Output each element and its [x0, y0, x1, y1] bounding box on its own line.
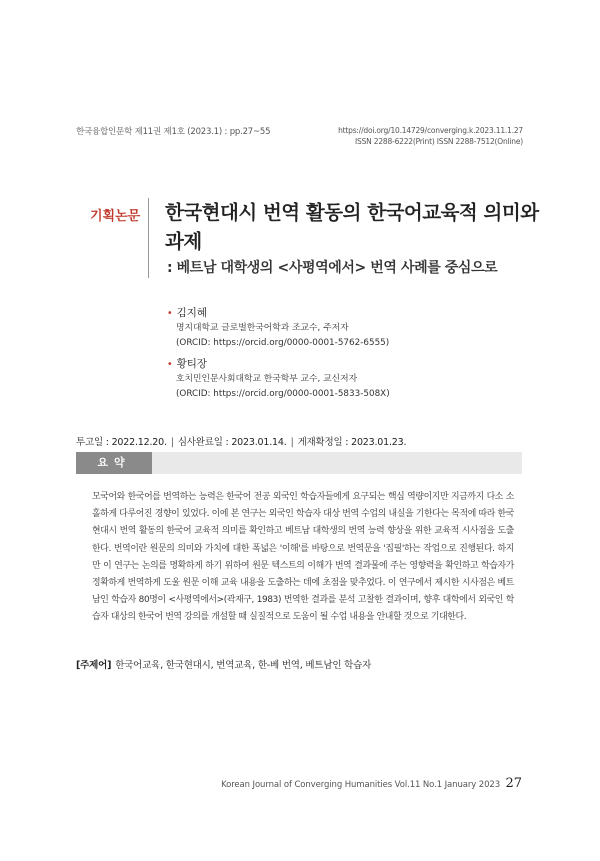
- reviewed-date: 심사완료일 : 2023.01.14.: [177, 437, 287, 448]
- submitted-date: 투고일 : 2022.12.20.: [76, 437, 167, 448]
- issn-text: ISSN 2288-6222(Print) ISSN 2288-7512(Online): [355, 137, 523, 146]
- bullet-icon: •: [167, 308, 173, 319]
- bullet-icon: •: [167, 359, 173, 370]
- author-block: [167, 306, 389, 351]
- doi-issn-block: [338, 125, 523, 147]
- date-separator: |: [170, 437, 174, 448]
- accepted-date: 게재확정일 : 2023.01.23.: [297, 437, 407, 448]
- author-affiliation: 호치민인문사회대학교 한국학부 교수, 교신저자: [176, 374, 358, 384]
- author-orcid[interactable]: (ORCID: https://orcid.org/0000-0001-5762-6555): [176, 338, 390, 348]
- abstract-label: 요약: [76, 452, 152, 474]
- article-category: 기획논문: [90, 209, 141, 224]
- abstract-text: 모국어와 한국어를 번역하는 능력은 한국어 전공 외국인 학습자들에게 요구되는 핵심 역량이지만 지금까지 다소 소홀하게 다루어진 경향이 있었다. 이에 본 연구는 외국인 학습자 대상 번역 수업의 내실을 기한다는 목적에 따라 한국현대시 번역 활동의 한국어 교육적 의미를 확인하고 베트남 대학생의 번역 능력 향상을 위한 교육적 시사점을 도출한다. 번역이란 원문의 의미와 가치에 대한 폭넓은 '이해'를 바탕으로 번역문을 '집필'하는 작업으로 진행된다. 하지만 이 연구는 논의를 명확하게 하기 위하여 원문 텍스트의 이해가 번역 결과물에 주는 영향력을 확인하고 학습자가 정확하게 번역하게 도울 원문 이해 교육 내용을 도출하는 데에 초점을 맞추었다. 이 연구에서 제시한 시사점은 베트남인 학습자 80명이 <사평역에서>(곽재구, 1983) 번역한 결과를 분석 고찰한 결과이며, 향후 대학에서 외국인 학습자 대상의 한국어 번역 강의를 개설할 때 실질적으로 도움이 될 수업 내용을 안내할 것으로 기대한다.: [92, 492, 514, 623]
- article-subtitle: : 베트남 대학생의 <사평역에서> 번역 사례를 중심으로: [167, 260, 498, 276]
- journal-citation: 한국융합인문학 제11권 제1호 (2023.1) : pp.27~55: [76, 127, 271, 137]
- keywords-text: 한국어교육, 한국현대시, 번역교육, 한-베 번역, 베트남인 학습자: [115, 660, 372, 671]
- footer-journal: Korean Journal of Converging Humanities Vol.11 No.1 January 2023: [221, 780, 500, 790]
- page-number: 27: [505, 776, 522, 791]
- doi-link[interactable]: https://doi.org/10.14729/converging.k.2023.11.1.27: [338, 126, 523, 135]
- author-orcid[interactable]: (ORCID: https://orcid.org/0000-0001-5833-508X): [176, 389, 390, 399]
- author-affiliation: 명지대학교 글로벌한국어학과 조교수, 주저자: [176, 323, 349, 333]
- author-name: 황티장: [176, 358, 208, 370]
- title-divider: [148, 198, 149, 278]
- keywords: [76, 657, 371, 671]
- author-block: [167, 357, 390, 402]
- date-separator: |: [290, 437, 294, 448]
- author-name: 김지혜: [176, 307, 208, 319]
- publication-dates: [76, 434, 406, 448]
- keywords-label: [주제어]: [76, 660, 112, 671]
- article-title: 한국현대시 번역 활동의 한국어교육적 의미와 과제: [165, 201, 539, 253]
